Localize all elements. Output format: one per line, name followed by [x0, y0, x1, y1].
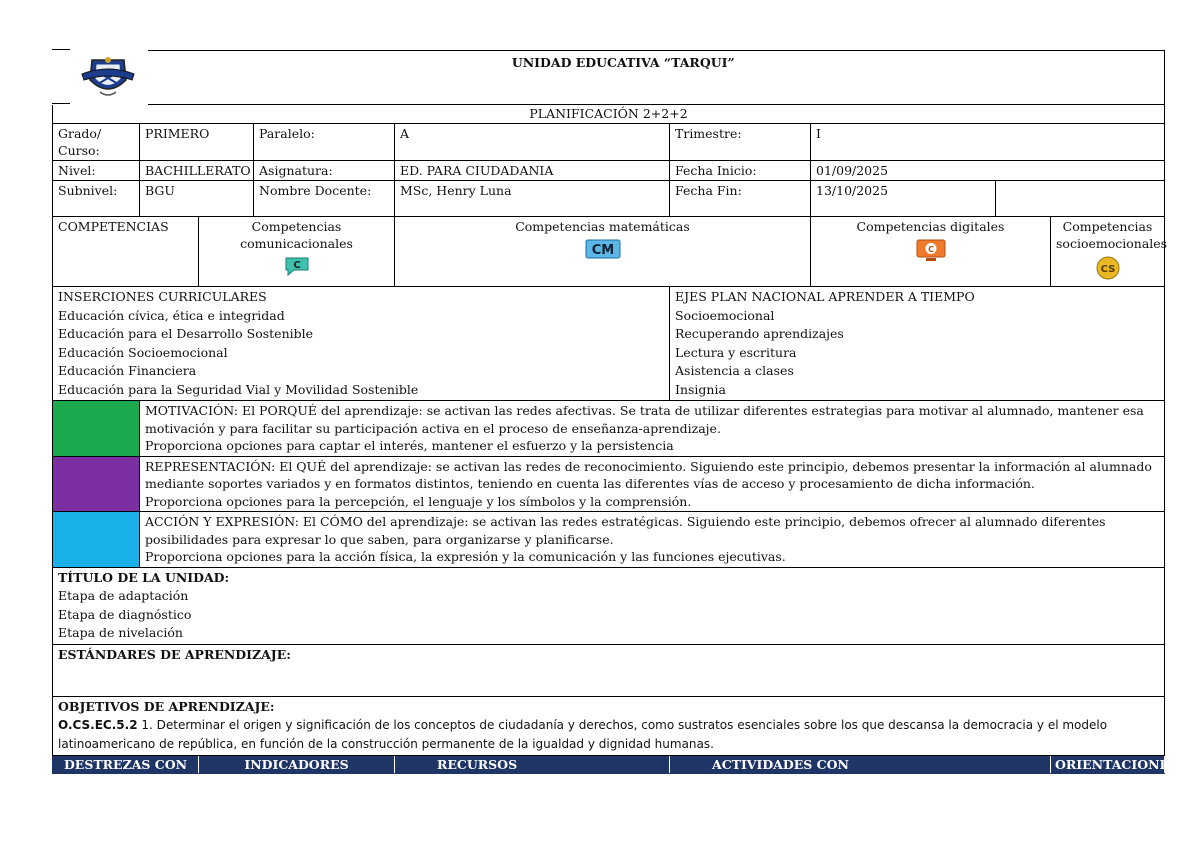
grado-value: PRIMERO	[140, 124, 254, 161]
eje-item: Socioemocional	[675, 307, 775, 323]
planning-table	[52, 50, 1179, 774]
objetivos-label: OBJETIVOS DE APRENDIZAJE:	[58, 698, 275, 714]
insercion-item: Educación cívica, ética e integridad	[58, 307, 285, 323]
fecha-inicio-label: Fecha Inicio:	[670, 161, 811, 181]
svg-text:C: C	[927, 245, 934, 254]
titulo-unidad	[53, 567, 1165, 644]
insercion-item: Educación Socioemocional	[58, 344, 228, 360]
inserciones-title: INSERCIONES CURRICULARES	[58, 289, 267, 304]
school-header	[53, 50, 1165, 105]
asignatura-value: ED. PARA CIUDADANIA	[395, 161, 670, 181]
eje-item: Asistencia a clases	[675, 363, 794, 378]
col-actividades: ACTIVIDADES CON	[670, 755, 1051, 773]
insercion-item: Educación para el Desarrollo Sostenible	[58, 326, 314, 341]
svg-text:CS: CS	[1100, 264, 1115, 275]
trimestre-label: Trimestre:	[670, 124, 811, 161]
ejes-title: EJES PLAN NACIONAL APRENDER A TIEMPO	[675, 289, 975, 304]
accion-color-swatch	[53, 512, 140, 568]
col-indicadores: INDICADORES	[199, 755, 395, 773]
competencias-label: COMPETENCIAS	[53, 217, 199, 287]
paralelo-label: Paralelo:	[254, 124, 395, 161]
representacion-color-swatch	[53, 456, 140, 512]
nivel-value: BACHILLERATO	[140, 161, 254, 181]
col-orientaciones: ORIENTACIONES	[1051, 755, 1165, 773]
docente-label: Nombre Docente:	[254, 181, 395, 217]
motivacion-color-swatch	[53, 401, 140, 457]
dua-representacion: REPRESENTACIÓN: El QUÉ del aprendizaje: se activan las redes de reconocimiento. Siguiendo este principio, debemos presentar la información al alumnado mediante soportes variados y en formatos distintos, teniendo en cuenta las diferentes vías de acceso y procesamiento de dicha información. Proporciona opciones para la percepción, el lenguaje y los símbolos y la comprensión.	[140, 456, 1165, 512]
titulo-unidad-label: TÍTULO DE LA UNIDAD:	[58, 569, 230, 585]
dua-motivacion: MOTIVACIÓN: El PORQUÉ del aprendizaje: se activan las redes afectivas. Se trata de utilizar diferentes estrategias para motivar al alumnado, mantener esa motivación y para facilitar su participación activa en el proceso de enseñanza-aprendizaje. Proporciona opciones para captar el interés, mantener el esfuerzo y la persistencia	[140, 401, 1165, 457]
svg-text:C: C	[292, 260, 301, 271]
fecha-fin-value: 13/10/2025	[811, 181, 996, 217]
etapa-item: Etapa de nivelación	[58, 625, 183, 640]
eje-item: Insignia	[675, 381, 726, 397]
plan-title: PLANIFICACIÓN 2+2+2	[53, 105, 1165, 124]
paralelo-value: A	[395, 124, 670, 161]
objetivos-aprendizaje	[53, 696, 1165, 755]
asignatura-label: Asignatura:	[254, 161, 395, 181]
matematicas-icon	[584, 238, 622, 264]
col-destrezas: DESTREZAS CON	[53, 755, 199, 773]
competencias-matematicas: Competencias matemáticas CM	[395, 217, 811, 287]
comunicacionales-icon	[282, 255, 312, 281]
fecha-inicio-value: 01/09/2025	[811, 161, 1165, 181]
digitales-icon	[914, 238, 948, 268]
insercion-item: Educación Financiera	[58, 363, 197, 378]
planning-document	[52, 50, 1179, 774]
competencias-socioemocionales: Competencias socioemocionales CS	[1051, 217, 1165, 287]
estandares-aprendizaje: ESTÁNDARES DE APRENDIZAJE:	[53, 644, 1165, 696]
col-recursos: RECURSOS	[395, 755, 670, 773]
nivel-label: Nivel:	[53, 161, 140, 181]
fecha-fin-label: Fecha Fin:	[670, 181, 811, 217]
subnivel-label: Subnivel:	[53, 181, 140, 217]
objetivo-code: O.CS.EC.5.2	[58, 717, 138, 732]
etapa-item: Etapa de diagnóstico	[58, 606, 192, 622]
etapa-item: Etapa de adaptación	[58, 588, 189, 603]
competencias-digitales: Competencias digitales C	[811, 217, 1051, 287]
trimestre-value: I	[811, 124, 1165, 161]
inserciones-curriculares	[53, 287, 670, 401]
grado-label: Grado/ Curso:	[53, 124, 140, 161]
objetivo-text: O.CS.EC.5.2 1. Determinar el origen y significación de los conceptos de ciudadanía y derechos, como sustratos esenciales sobre los que descansa la democracia y el modelo latinoamericano de república, en función de la construcción permanente de la igualdad y dignidad humanas.	[58, 717, 1108, 751]
dua-accion-expresion: ACCIÓN Y EXPRESIÓN: El CÓMO del aprendizaje: se activan las redes estratégicas. Siguiendo este principio, debemos ofrecer al alumnado diferentes posibilidades para expresar lo que saben, para organizarse y planificarse. Proporciona opciones para la acción física, la expresión y la comunicación y las funciones ejecutivas.	[140, 512, 1165, 568]
ejes-plan-nacional	[670, 287, 1165, 401]
eje-item: Lectura y escritura	[675, 344, 797, 360]
insercion-item: Educación para la Seguridad Vial y Movilidad Sostenible	[58, 381, 419, 397]
empty-cell	[996, 181, 1165, 217]
competencias-comunicacionales: Competencias comunicacionales C	[199, 217, 395, 287]
eje-item: Recuperando aprendizajes	[675, 326, 844, 341]
subnivel-value: BGU	[140, 181, 254, 217]
socioemocionales-icon	[1093, 255, 1123, 285]
docente-value: MSc, Henry Luna	[395, 181, 670, 217]
svg-text:CM: CM	[591, 243, 614, 258]
school-name: UNIDAD EDUCATIVA “TARQUI”	[511, 55, 735, 70]
